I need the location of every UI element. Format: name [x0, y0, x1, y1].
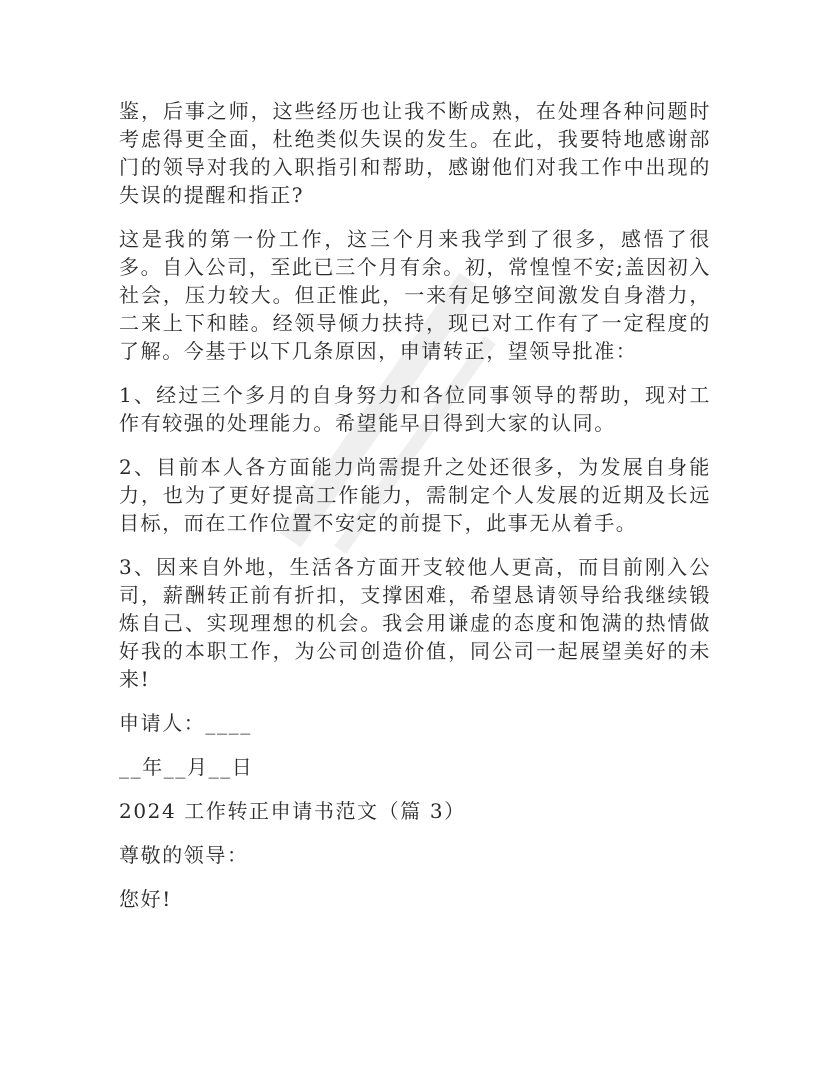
- section-title: 2024 工作转正申请书范文（篇 3）: [119, 799, 466, 823]
- paragraph-reason-2: 2、目前本人各方面能力尚需提升之处还很多，为发展自身能力，也为了更好提高工作能力，需制定个人发展的近期及长远目标，而在工作位置不安定的前提下，此事无从着手。: [119, 455, 711, 535]
- greeting: 您好!: [119, 887, 172, 911]
- paragraph-reason-3: 3、因来自外地，生活各方面开支较他人更高，而目前刚入公司，薪酬转正前有折扣，支撑困难，希望恳请领导给我继续锻炼自己、实现理想的机会。我会用谦虚的态度和饱满的热情做好我的本职工作，为公司创造价值，同公司一起展望美好的未来!: [119, 555, 711, 691]
- paragraph-first-job: 这是我的第一份工作，这三个月来我学到了很多，感悟了很多。自入公司，至此已三个月有余。初，常惶惶不安;盖因初入社会，压力较大。但正惟此，一来有足够空间激发自身潜力，二来上下和睦。经领导倾力扶持，现已对工作有了一定程度的了解。今基于以下几条原因，申请转正，望领导批准：: [119, 227, 711, 363]
- applicant-signature-line: 申请人：____: [119, 711, 252, 735]
- document-page: [119, 97, 711, 929]
- paragraph-reason-1: 1、经过三个多月的自身努力和各位同事领导的帮助，现对工作有较强的处理能力。希望能早日得到大家的认同。: [119, 383, 711, 435]
- date-line: __年__月__日: [119, 755, 254, 779]
- paragraph-reflection: 鉴，后事之师，这些经历也让我不断成熟，在处理各种问题时考虑得更全面，杜绝类似失误的发生。在此，我要特地感谢部门的领导对我的入职指引和帮助，感谢他们对我工作中出现的失误的提醒和指正?: [119, 99, 711, 207]
- salutation: 尊敬的领导：: [119, 843, 249, 867]
